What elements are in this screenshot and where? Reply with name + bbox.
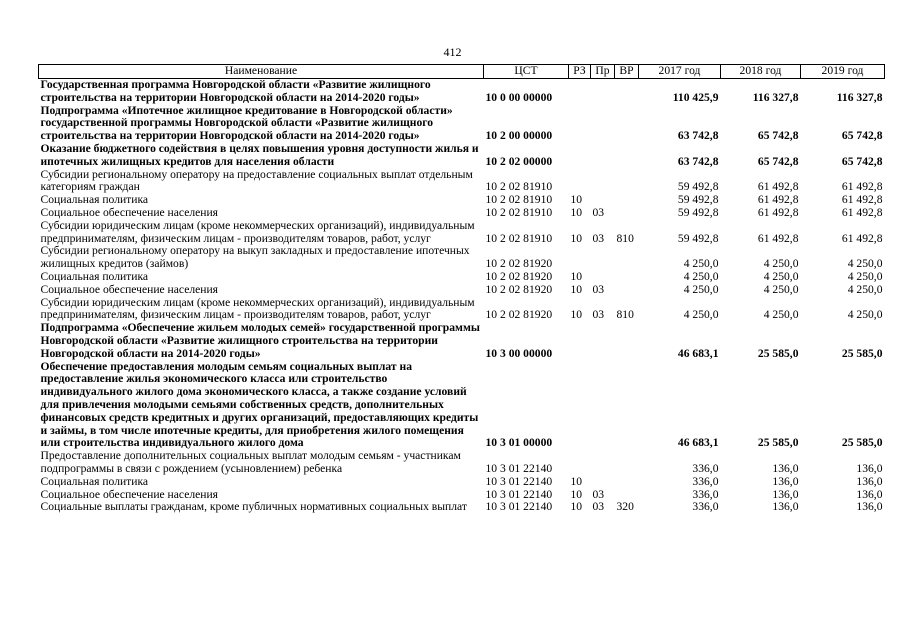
- row-2019: 4 250,0: [847, 282, 883, 296]
- row-2018: 65 742,8: [757, 154, 799, 168]
- header-2017: 2017 год: [639, 65, 721, 79]
- row-2018: 65 742,8: [757, 129, 799, 143]
- row-pr: 03: [592, 205, 605, 219]
- row-cst: 10 2 02 81920: [485, 257, 553, 271]
- row-cst: 10 3 01 22140: [485, 474, 553, 488]
- table-row: [39, 169, 885, 195]
- header-pr: Пр: [591, 65, 615, 79]
- row-2019: 136,0: [856, 461, 883, 475]
- table-row: [39, 207, 885, 220]
- row-cst: 10 0 00 00000: [485, 90, 553, 104]
- row-2017: 46 683,1: [677, 346, 719, 360]
- row-pr: [591, 245, 615, 271]
- row-2019: 61 492,8: [841, 193, 883, 207]
- row-name: Субсидии региональному оператору на предоставление социальных выплат отдельным категориям граждан: [40, 167, 473, 194]
- row-vr: [615, 361, 639, 451]
- row-vr: [615, 450, 639, 476]
- row-2019: 61 492,8: [841, 180, 883, 194]
- row-2018: 136,0: [772, 500, 799, 514]
- row-vr: [615, 105, 639, 143]
- row-2019: 4 250,0: [847, 269, 883, 283]
- row-2019: 4 250,0: [847, 257, 883, 271]
- row-2017: 4 250,0: [683, 308, 719, 322]
- row-name: Социальная политика: [40, 269, 149, 283]
- row-2018: 116 327,8: [752, 90, 799, 104]
- row-rz: 10: [570, 474, 583, 488]
- row-2017: 336,0: [692, 500, 719, 514]
- row-2017: 59 492,8: [677, 231, 719, 245]
- row-rz: 10: [570, 269, 583, 283]
- row-vr: [615, 207, 639, 220]
- row-2019: 25 585,0: [841, 436, 883, 450]
- row-vr: [615, 284, 639, 297]
- row-pr: 03: [592, 282, 605, 296]
- row-2019: 65 742,8: [841, 129, 883, 143]
- row-pr: [591, 476, 615, 489]
- row-rz: [569, 169, 591, 195]
- row-2018: 61 492,8: [757, 180, 799, 194]
- row-2017: 336,0: [692, 461, 719, 475]
- table-row: [39, 245, 885, 271]
- table-row: [39, 361, 885, 451]
- row-2019: 25 585,0: [841, 346, 883, 360]
- header-2018: 2018 год: [721, 65, 801, 79]
- row-2017: 63 742,8: [677, 154, 719, 168]
- row-2018: 61 492,8: [757, 231, 799, 245]
- row-2018: 4 250,0: [763, 308, 799, 322]
- row-2017: 63 742,8: [677, 129, 719, 143]
- row-rz: [569, 245, 591, 271]
- row-name: Субсидии юридическим лицам (кроме некоммерческих организаций), индивидуальным предпринимателям, физическим лицам - производителям товаров, работ, услуг: [40, 295, 475, 322]
- row-rz: 10: [570, 193, 583, 207]
- row-vr: 810: [616, 308, 634, 322]
- row-2018: 4 250,0: [763, 269, 799, 283]
- table-row: [39, 284, 885, 297]
- row-rz: [569, 322, 591, 360]
- row-name: Социальная политика: [40, 474, 149, 488]
- row-vr: [615, 245, 639, 271]
- row-2019: 61 492,8: [841, 205, 883, 219]
- row-vr: [615, 271, 639, 284]
- row-rz: [569, 361, 591, 451]
- row-rz: 10: [570, 308, 583, 322]
- row-cst: 10 2 00 00000: [485, 129, 553, 143]
- row-vr: 810: [616, 231, 634, 245]
- row-cst: 10 3 01 22140: [485, 487, 553, 501]
- table-row: [39, 105, 885, 143]
- row-2017: 336,0: [692, 474, 719, 488]
- row-2019: 4 250,0: [847, 308, 883, 322]
- row-cst: 10 2 02 81910: [485, 205, 553, 219]
- row-cst: 10 2 02 81910: [485, 231, 553, 245]
- row-name: Подпрограмма «Обеспечение жильем молодых семей» государственной программы Новгородской области «Развитие жилищного строительства на территории Новгородской области на 2014-2020 годы»: [40, 321, 480, 360]
- row-2017: 4 250,0: [683, 282, 719, 296]
- row-name: Государственная программа Новгородской области «Развитие жилищного строительства на территории Новгородской области на 2014-2020 годы»: [40, 78, 431, 104]
- row-cst: 10 3 00 00000: [485, 346, 553, 360]
- row-2019: 136,0: [856, 474, 883, 488]
- row-pr: 03: [592, 308, 605, 322]
- header-cst: ЦСТ: [484, 65, 569, 79]
- row-cst: 10 2 02 81910: [485, 193, 553, 207]
- row-rz: 10: [570, 205, 583, 219]
- page-number: 412: [443, 45, 462, 59]
- table-row: [39, 476, 885, 489]
- row-rz: 10: [570, 282, 583, 296]
- row-name: Социальное обеспечение населения: [40, 282, 219, 296]
- row-cst: 10 3 01 22140: [485, 500, 553, 514]
- budget-table: [38, 64, 885, 514]
- row-name: Социальная политика: [40, 193, 149, 207]
- row-2019: 116 327,8: [836, 90, 883, 104]
- table-row: [39, 143, 885, 169]
- row-rz: 10: [570, 487, 583, 501]
- row-name: Субсидии юридическим лицам (кроме некоммерческих организаций), индивидуальным предпринимателям, физическим лицам - производителям товаров, работ, услуг: [40, 218, 475, 245]
- row-vr: [615, 194, 639, 207]
- row-pr: [591, 143, 615, 169]
- header-row: [39, 65, 885, 79]
- table-row: [39, 450, 885, 476]
- row-rz: [569, 450, 591, 476]
- header-name: Наименование: [39, 65, 484, 79]
- row-2017: 110 425,9: [672, 90, 719, 104]
- row-2017: 4 250,0: [683, 257, 719, 271]
- row-rz: [569, 79, 591, 105]
- row-vr: [615, 476, 639, 489]
- row-cst: 10 2 02 81920: [485, 282, 553, 296]
- row-name: Социальное обеспечение населения: [40, 205, 219, 219]
- row-cst: 10 2 02 81920: [485, 308, 553, 322]
- row-rz: 10: [570, 231, 583, 245]
- row-name: Предоставление дополнительных социальных выплат молодым семьям - участникам подпрограммы в связи с рождением (усыновлением) ребенка: [40, 449, 461, 475]
- row-cst: 10 2 02 81920: [485, 269, 553, 283]
- row-2019: 136,0: [856, 500, 883, 514]
- row-2019: 136,0: [856, 487, 883, 501]
- row-2018: 25 585,0: [757, 436, 799, 450]
- row-pr: [591, 361, 615, 451]
- row-pr: [591, 169, 615, 195]
- row-cst: 10 3 01 00000: [485, 436, 553, 450]
- row-2018: 136,0: [772, 487, 799, 501]
- row-name: Социальные выплаты гражданам, кроме публичных нормативных социальных выплат: [40, 500, 467, 514]
- row-2017: 46 683,1: [677, 436, 719, 450]
- table-row: [39, 322, 885, 360]
- row-cst: 10 2 02 00000: [485, 154, 553, 168]
- header-rz: РЗ: [569, 65, 591, 79]
- row-pr: 03: [592, 500, 605, 514]
- row-2018: 136,0: [772, 461, 799, 475]
- row-2017: 59 492,8: [677, 193, 719, 207]
- row-2018: 61 492,8: [757, 205, 799, 219]
- table-row: [39, 220, 885, 246]
- row-rz: 10: [570, 500, 583, 514]
- row-cst: 10 3 01 22140: [485, 461, 553, 475]
- row-pr: [591, 322, 615, 360]
- row-cst: 10 2 02 81910: [485, 180, 553, 194]
- row-2018: 61 492,8: [757, 193, 799, 207]
- row-rz: [569, 143, 591, 169]
- row-vr: [615, 143, 639, 169]
- table-row: [39, 271, 885, 284]
- row-pr: [591, 450, 615, 476]
- row-pr: 03: [592, 487, 605, 501]
- header-2019: 2019 год: [801, 65, 885, 79]
- row-name: Обеспечение предоставления молодым семьям социальных выплат на предоставление жилья экономического класса или строительство индивидуального жилого дома экономического класса, а также создание условий для привлечения молодыми семьями собственных средств, дополнительных финансовых средств кредитных и других организаций, предоставляющих кредиты и займы, в том числе ипотечные кредиты, для приобретения жилого помещения или строительства индивидуального жилого дома: [40, 359, 479, 450]
- row-2019: 65 742,8: [841, 154, 883, 168]
- row-vr: [615, 79, 639, 105]
- row-2017: 4 250,0: [683, 269, 719, 283]
- table-row: [39, 501, 885, 514]
- row-pr: 03: [592, 231, 605, 245]
- row-2018: 4 250,0: [763, 282, 799, 296]
- row-name: Социальное обеспечение населения: [40, 487, 219, 501]
- row-vr: [615, 322, 639, 360]
- table-row: [39, 297, 885, 323]
- row-name: Оказание бюджетного содействия в целях повышения уровня доступности жилья и ипотечных жилищных кредитов для населения области: [40, 141, 479, 168]
- row-rz: [569, 105, 591, 143]
- header-vr: ВР: [615, 65, 639, 79]
- row-pr: [591, 271, 615, 284]
- row-pr: [591, 79, 615, 105]
- row-2018: 4 250,0: [763, 257, 799, 271]
- row-2019: 61 492,8: [841, 231, 883, 245]
- row-2018: 25 585,0: [757, 346, 799, 360]
- row-vr: 320: [616, 500, 634, 514]
- row-2017: 336,0: [692, 487, 719, 501]
- row-name: Подпрограмма «Ипотечное жилищное кредитование в Новгородской области» государственной программы Новгородской области «Развитие жилищного строительства на территории Новгородской области на 2014-2020 годы»: [40, 103, 453, 143]
- row-2017: 59 492,8: [677, 205, 719, 219]
- row-2017: 59 492,8: [677, 180, 719, 194]
- row-2018: 136,0: [772, 474, 799, 488]
- table-row: [39, 79, 885, 105]
- row-pr: [591, 105, 615, 143]
- row-vr: [615, 169, 639, 195]
- row-name: Субсидии региональному оператору на выкуп закладных и предоставление ипотечных жилищных кредитов (займов): [40, 244, 470, 271]
